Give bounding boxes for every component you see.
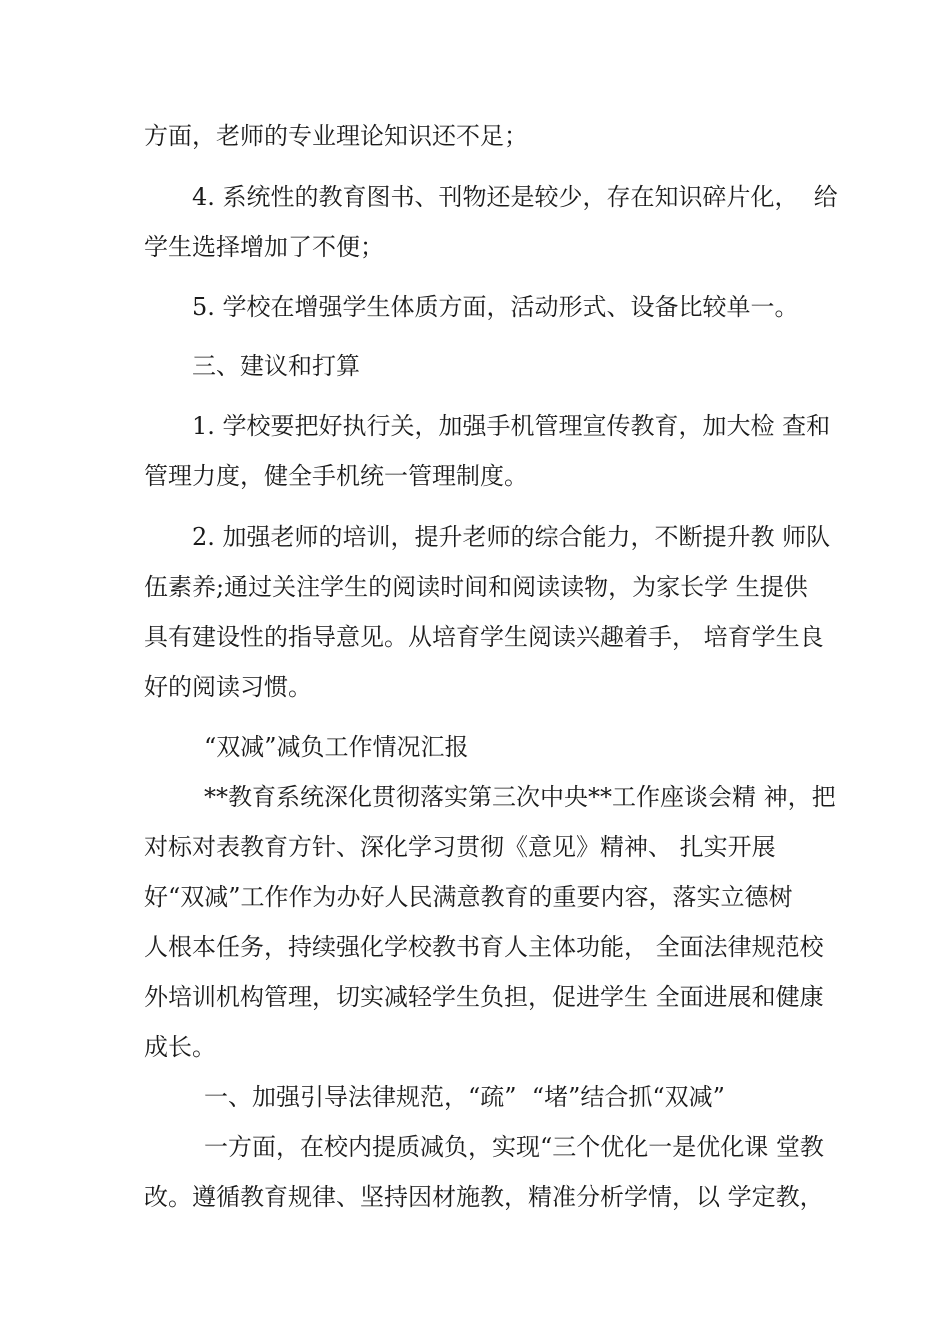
paragraph-line: 人根本任务，持续强化学校教书育人主体功能， 全面法律规范校 — [144, 933, 824, 961]
paragraph-line: 管理力度，健全手机统一管理制度。 — [144, 462, 528, 490]
list-item-5: 5. 学校在增强学生体质方面，活动形式、设备比较单一。 — [192, 293, 799, 321]
paragraph-line: 一方面，在校内提质减负，实现“三个优化一是优化课 堂教 — [204, 1133, 824, 1161]
paragraph-line: 改。遵循教育规律、坚持因材施教，精准分析学情，以 学定教， — [144, 1183, 824, 1211]
paragraph-line: 好的阅读习惯。 — [144, 673, 312, 701]
list-item-2: 2. 加强老师的培训，提升老师的综合能力，不断提升教 师队 — [192, 523, 831, 551]
paragraph-line: 方面，老师的专业理论知识还不足； — [144, 122, 528, 150]
paragraph-line: 具有建设性的指导意见。从培育学生阅读兴趣着手， 培育学生良 — [144, 623, 824, 651]
paragraph-line: 学生选择增加了不便； — [144, 233, 384, 261]
section-heading: 一、加强引导法律规范，“疏” “堵”结合抓“双减” — [204, 1083, 725, 1111]
paragraph-line: 伍素养;通过关注学生的阅读时间和阅读读物，为家长学 生提供 — [144, 573, 808, 601]
report-title: “双减”减负工作情况汇报 — [204, 733, 469, 761]
section-heading: 三、建议和打算 — [192, 352, 360, 380]
paragraph-line: **教育系统深化贯彻落实第三次中央**工作座谈会精 神，把 — [204, 783, 836, 811]
paragraph-line: 外培训机构管理，切实减轻学生负担，促进学生 全面进展和健康 — [144, 983, 824, 1011]
list-item-4: 4. 系统性的教育图书、刊物还是较少，存在知识碎片化， 给 — [192, 183, 838, 211]
paragraph-line: 好“双减”工作作为办好人民满意教育的重要内容，落实立德树 — [144, 883, 793, 911]
paragraph-line: 对标对表教育方针、深化学习贯彻《意见》精神、 扎实开展 — [144, 833, 776, 861]
list-item-1: 1. 学校要把好执行关，加强手机管理宣传教育，加大检 查和 — [192, 412, 831, 440]
paragraph-line: 成长。 — [144, 1033, 216, 1061]
